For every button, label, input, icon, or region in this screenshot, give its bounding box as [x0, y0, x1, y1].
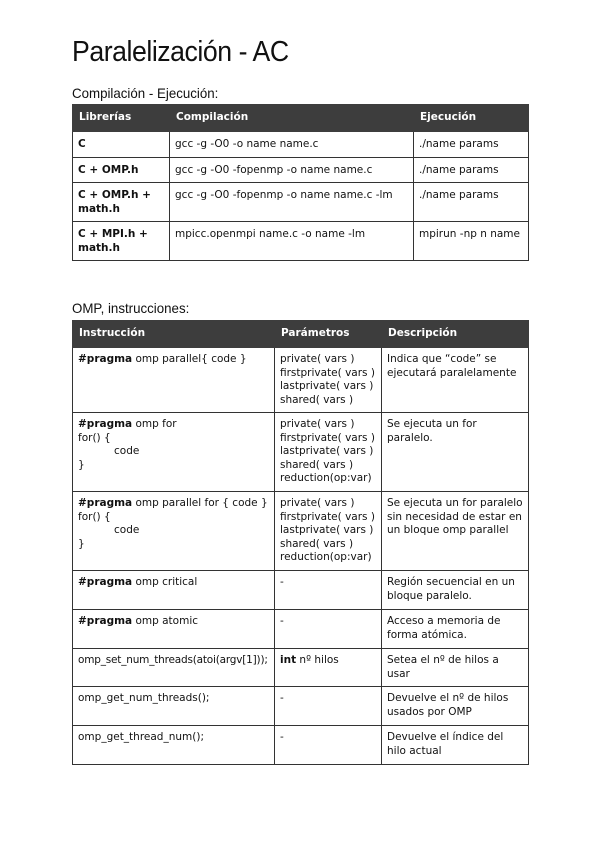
- instruction-cell: [73, 610, 275, 649]
- int-keyword: int: [280, 654, 297, 666]
- instruction-text: omp parallel{ code }: [132, 353, 247, 365]
- table-row: [73, 348, 529, 413]
- params-cell: -: [275, 610, 382, 649]
- description-cell: Devuelve el índice del hilo actual: [382, 726, 529, 765]
- params-cell: -: [275, 726, 382, 765]
- column-header: Compilación: [170, 105, 414, 132]
- library-cell: C + OMP.h: [73, 157, 170, 183]
- table-row: [73, 222, 529, 261]
- table-row: [73, 571, 529, 610]
- table-row: [73, 413, 529, 492]
- description-cell: Setea el nº de hilos a usar: [382, 649, 529, 687]
- column-header: Librerías: [73, 105, 170, 132]
- params-cell: [275, 649, 382, 687]
- pragma-keyword: #pragma: [78, 576, 133, 588]
- params-cell: -: [275, 687, 382, 726]
- compile-cell: gcc -g -O0 -o name name.c: [170, 132, 414, 158]
- description-cell: Devuelve el nº de hilos usados por OMP: [382, 687, 529, 726]
- table-row: [73, 726, 529, 765]
- library-cell: C + OMP.h + math.h: [73, 183, 170, 222]
- instruction-text: omp critical: [132, 576, 198, 588]
- pragma-keyword: #pragma: [78, 418, 133, 430]
- exec-cell: ./name params: [414, 157, 529, 183]
- table-header-row: [73, 105, 529, 132]
- column-header: Parámetros: [275, 321, 382, 348]
- param-line: firstprivate( vars ): [280, 510, 375, 523]
- code-line: code: [114, 445, 140, 457]
- section-heading-omp: OMP, instrucciones:: [72, 300, 190, 316]
- table-row: [73, 649, 529, 687]
- instruction-text: omp for: [132, 418, 177, 430]
- compile-cell: gcc -g -O0 -fopenmp -o name name.c -lm: [170, 183, 414, 222]
- table-row: [73, 183, 529, 222]
- code-line: for() {: [78, 510, 111, 523]
- table-row: [73, 157, 529, 183]
- code-line: }: [78, 537, 85, 550]
- code-line: }: [78, 458, 85, 471]
- instruction-text: omp parallel for { code }: [132, 497, 268, 509]
- instruction-cell: [73, 571, 275, 610]
- omp-instructions-table: [72, 320, 529, 765]
- table-row: [73, 687, 529, 726]
- param-line: private( vars ): [280, 353, 355, 365]
- description-cell: Se ejecuta un for paralelo.: [382, 413, 529, 492]
- pragma-keyword: #pragma: [78, 497, 133, 509]
- params-cell: [275, 348, 382, 413]
- param-line: lastprivate( vars ): [280, 445, 374, 457]
- pragma-keyword: #pragma: [78, 353, 133, 365]
- param-line: shared( vars ): [280, 458, 354, 471]
- table-row: [73, 610, 529, 649]
- library-cell: C: [73, 132, 170, 158]
- column-header: Descripción: [382, 321, 529, 348]
- param-line: firstprivate( vars ): [280, 431, 375, 444]
- param-line: lastprivate( vars ): [280, 524, 374, 536]
- compilation-table: [72, 104, 529, 261]
- description-cell: Indica que “code” se ejecutará paralelamente: [382, 348, 529, 413]
- instruction-cell: [73, 413, 275, 492]
- param-line: reduction(op:var): [280, 551, 372, 563]
- param-line: private( vars ): [280, 497, 355, 509]
- table-row: [73, 132, 529, 158]
- instruction-line: [78, 576, 269, 590]
- instruction-line: [78, 353, 269, 367]
- exec-cell: ./name params: [414, 183, 529, 222]
- param-line: lastprivate( vars ): [280, 380, 374, 392]
- param-line: shared( vars ): [280, 537, 354, 550]
- instruction-cell: omp_get_thread_num();: [73, 726, 275, 765]
- compile-cell: gcc -g -O0 -fopenmp -o name name.c: [170, 157, 414, 183]
- description-cell: Acceso a memoria de forma atómica.: [382, 610, 529, 649]
- param-line: reduction(op:var): [280, 472, 372, 484]
- instruction-line: [78, 497, 269, 511]
- instruction-cell: omp_get_num_threads();: [73, 687, 275, 726]
- instruction-cell: [73, 348, 275, 413]
- compile-cell: mpicc.openmpi name.c -o name -lm: [170, 222, 414, 261]
- code-line: code: [114, 524, 140, 536]
- description-cell: Región secuencial en un bloque paralelo.: [382, 571, 529, 610]
- params-text: nº hilos: [296, 654, 339, 666]
- instruction-cell: omp_set_num_threads(atoi(argv[1]));: [73, 649, 275, 687]
- exec-cell: ./name params: [414, 132, 529, 158]
- param-line: firstprivate( vars ): [280, 366, 375, 379]
- instruction-line: [78, 615, 269, 629]
- page-title: Paralelización - AC: [72, 36, 289, 68]
- table-row: [73, 492, 529, 571]
- instruction-text: omp atomic: [132, 615, 199, 627]
- column-header: Instrucción: [73, 321, 275, 348]
- params-cell: [275, 492, 382, 571]
- table-header-row: [73, 321, 529, 348]
- library-cell: C + MPI.h + math.h: [73, 222, 170, 261]
- exec-cell: mpirun -np n name: [414, 222, 529, 261]
- param-line: private( vars ): [280, 418, 355, 430]
- code-line: for() {: [78, 431, 111, 444]
- pragma-keyword: #pragma: [78, 615, 133, 627]
- params-cell: -: [275, 571, 382, 610]
- instruction-line: [78, 418, 269, 432]
- column-header: Ejecución: [414, 105, 529, 132]
- section-heading-compilation: Compilación - Ejecución:: [72, 85, 219, 101]
- params-cell: [275, 413, 382, 492]
- description-cell: Se ejecuta un for paralelo sin necesidad de estar en un bloque omp parallel: [382, 492, 529, 571]
- instruction-cell: [73, 492, 275, 571]
- param-line: shared( vars ): [280, 393, 354, 406]
